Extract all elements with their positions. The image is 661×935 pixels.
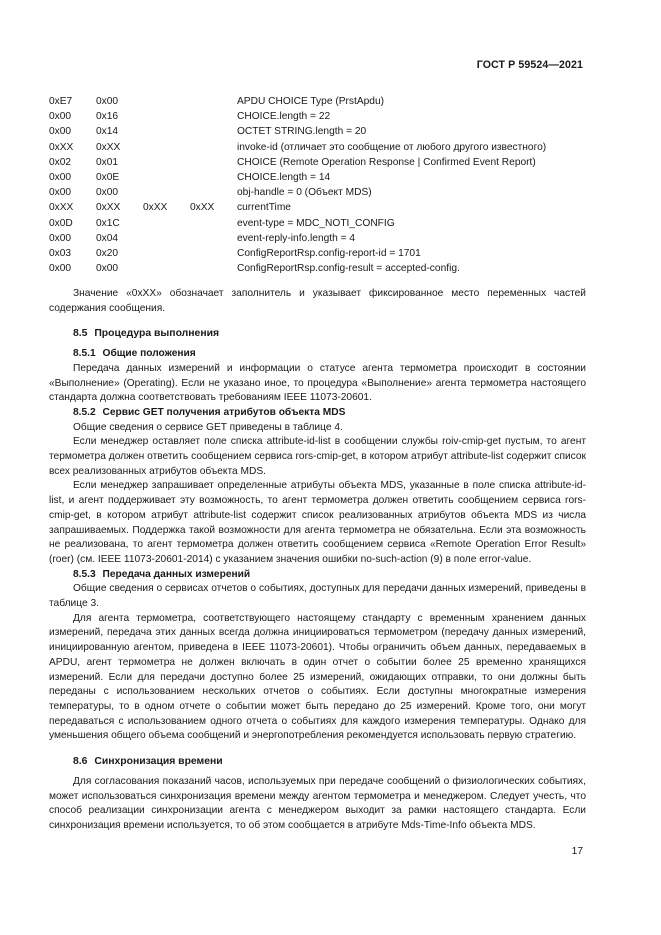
- field-description-cell: CHOICE (Remote Operation Response | Confirmed Event Report): [237, 156, 536, 168]
- paragraph: Общие сведения о сервисе GET приведены в таблице 4.: [73, 421, 343, 433]
- byte-1-cell: 0xXX: [49, 141, 74, 153]
- byte-3-cell: [143, 216, 190, 231]
- byte-3-cell: [143, 185, 190, 200]
- byte-4-cell: [190, 170, 237, 185]
- byte-1-cell: 0x0D: [49, 217, 73, 229]
- apdu-table-body: [49, 94, 589, 276]
- section-heading-8-6: [73, 755, 586, 770]
- field-description-cell: event-type = MDC_NOTI_CONFIG: [237, 217, 395, 229]
- byte-2-cell: 0x04: [96, 232, 119, 244]
- document-header-id: ГОСТ Р 59524—2021: [476, 59, 583, 71]
- section-heading-8-5: [73, 327, 586, 342]
- table-row: [49, 200, 589, 215]
- byte-1-cell: 0x00: [49, 172, 72, 184]
- section-title: Процедура выполнения: [94, 328, 220, 340]
- byte-3-cell: [143, 124, 190, 139]
- byte-1-cell: 0x00: [49, 126, 72, 138]
- subsection-number: 8.5.3: [73, 568, 96, 580]
- paragraph: Для агента термометра, соответствующего настоящему стандарту с временным хранением данных измерений, передача этих данных всегда должна инициироваться термометром (передачу данных измерений, инициированную агентом, приведена в IEEE 11073-20601). Чтобы ограничить объем данных, передаваемых в APDU, агент термометра не должен включать в один отчет о событии более 25 временно хранящихся измерений. Если для передачи доступно более 25 измерений, ожидающих отправки, то они должны быть переданы с использованием нескольких отчетов о событиях. Если доступны многократные измерения температуры, то в одном отчете о событии может быть передано до 25 измерений. Кроме того, они могут передаваться с использованием одного отчета о событиях для каждого измерения температуры. Однако для уменьшения общего объема сообщений и энергопотребления рекомендуется использовать первую стратегию.: [49, 612, 586, 742]
- paragraph: Если менеджер оставляет поле списка attribute-id-list в сообщении службы roiv-cmip-get пустым, то агент термометра должен ответить сообщением сервиса rors-cmip-get, в котором атрибут attribute-list содержит список всех реализованных атрибутов объекта MDS.: [49, 436, 586, 477]
- subsection-heading-8-5-3: [73, 568, 586, 583]
- byte-4-cell: [190, 261, 237, 276]
- byte-1-cell: 0xXX: [49, 202, 74, 214]
- subsection-title: Сервис GET получения атрибутов объекта MDS: [102, 406, 346, 418]
- byte-2-cell: 0x0E: [96, 172, 120, 184]
- page-number: 17: [571, 846, 583, 857]
- table-row: [49, 155, 589, 170]
- field-description-cell: event-reply-info.length = 4: [237, 232, 356, 244]
- section-title: Синхронизация времени: [94, 756, 223, 768]
- byte-4-cell: [190, 185, 237, 200]
- section-number: 8.6: [73, 756, 88, 768]
- byte-1-cell: 0x00: [49, 111, 72, 123]
- field-description-cell: OCTET STRING.length = 20: [237, 126, 367, 138]
- byte-2-cell: 0x01: [96, 156, 119, 168]
- table-row: [49, 109, 589, 124]
- paragraph: Для согласования показаний часов, используемых при передаче сообщений о физиологических событиях, может использоваться синхронизация времени между агентом термометра и менеджером. Следует учесть, что способ реализации синхронизации агента с менеджером выходит за рамки настоящего стандарта. Если синхронизация времени используется, то об этом сообщается в атрибуте Mds-Time-Info объекта MDS.: [49, 775, 586, 831]
- byte-2-cell: 0xXX: [96, 141, 121, 153]
- field-description-cell: APDU CHOICE Type (PrstApdu): [237, 96, 385, 107]
- table-row: [49, 140, 589, 155]
- byte-3-cell: [143, 94, 190, 109]
- table-row: [49, 94, 589, 109]
- body-text: [49, 287, 586, 834]
- byte-4-cell: [190, 140, 237, 155]
- byte-1-cell: 0x00: [49, 263, 72, 275]
- byte-2-cell: 0x00: [96, 187, 119, 199]
- table-row: [49, 216, 589, 231]
- paragraph: Общие сведения о сервисах отчетов о событиях, доступных для передачи данных измерений, приведены в таблице 3.: [49, 583, 586, 610]
- byte-4-cell: 0xXX: [190, 202, 215, 214]
- placeholder-note: Значение «0xXX» обозначает заполнитель и указывает фиксированное место переменных частей содержания сообщения.: [49, 288, 586, 314]
- subsection-number: 8.5.2: [73, 406, 96, 418]
- byte-2-cell: 0x20: [96, 248, 119, 260]
- table-row: [49, 261, 589, 276]
- byte-1-cell: 0x00: [49, 187, 72, 199]
- subsection-title: Общие положения: [102, 348, 196, 360]
- byte-4-cell: [190, 216, 237, 231]
- byte-3-cell: [143, 109, 190, 124]
- byte-3-cell: [143, 170, 190, 185]
- table-row: [49, 170, 589, 185]
- byte-4-cell: [190, 246, 237, 261]
- paragraph: Если менеджер запрашивает определенные атрибуты объекта MDS, указанные в поле списка attribute-id-list, и агент поддерживает эту возможность, то агент термометра должен ответить сообщением сервиса rors-cmip-get, в котором атрибут attribute-list содержит список реализованных атрибутов объекта MDS из числа запрашиваемых. Поддержка такой возможности для агента термометра не обязательна. Если эта возможность не реализована, то агент термометра должен ответить сообщением сервиса «Remote Operation Error Result» (roer) (см. IEEE 11073-20601-2014) с указанием значения ошибки no-such-action (9) в поле error-value.: [49, 480, 586, 565]
- subsection-title: Передача данных измерений: [102, 568, 251, 580]
- paragraph: Передача данных измерений и информации о статусе агента термометра происходит в состоянии «Выполнение» (Operating). Если не указано иное, то процедура «Выполнение» агента термометра настоящего стандарта должна соответствовать требованиям IEEE 11073-20601.: [49, 362, 586, 404]
- field-description-cell: invoke-id (отличает это сообщение от любого другого известного): [237, 141, 547, 153]
- byte-4-cell: [190, 109, 237, 124]
- byte-3-cell: [143, 140, 190, 155]
- table-row: [49, 185, 589, 200]
- field-description-cell: ConfigReportRsp.config-report-id = 1701: [237, 248, 421, 260]
- table-row: [49, 124, 589, 139]
- byte-4-cell: [190, 231, 237, 246]
- subsection-number: 8.5.1: [73, 348, 96, 360]
- byte-2-cell: 0x00: [96, 263, 119, 275]
- section-number: 8.5: [73, 328, 88, 340]
- byte-1-cell: 0xE7: [49, 96, 73, 107]
- byte-2-cell: 0x00: [96, 96, 119, 107]
- byte-2-cell: 0x16: [96, 111, 119, 123]
- byte-2-cell: 0x14: [96, 126, 119, 138]
- field-description-cell: obj-handle = 0 (Объект MDS): [237, 187, 372, 199]
- byte-3-cell: [143, 231, 190, 246]
- byte-4-cell: [190, 155, 237, 170]
- byte-4-cell: [190, 94, 237, 109]
- field-description-cell: ConfigReportRsp.config-result = accepted-config.: [237, 263, 460, 275]
- table-row: [49, 231, 589, 246]
- byte-3-cell: 0xXX: [143, 202, 168, 214]
- field-description-cell: CHOICE.length = 22: [237, 111, 331, 123]
- byte-2-cell: 0xXX: [96, 202, 121, 214]
- byte-1-cell: 0x00: [49, 232, 72, 244]
- byte-3-cell: [143, 246, 190, 261]
- byte-2-cell: 0x1C: [96, 217, 120, 229]
- byte-1-cell: 0x03: [49, 248, 72, 260]
- subsection-heading-8-5-2: [73, 406, 586, 421]
- byte-3-cell: [143, 155, 190, 170]
- subsection-heading-8-5-1: [73, 347, 586, 362]
- byte-3-cell: [143, 261, 190, 276]
- byte-1-cell: 0x02: [49, 156, 72, 168]
- table-row: [49, 246, 589, 261]
- field-description-cell: currentTime: [237, 202, 291, 214]
- byte-4-cell: [190, 124, 237, 139]
- apdu-byte-table: [49, 94, 589, 276]
- field-description-cell: CHOICE.length = 14: [237, 172, 331, 184]
